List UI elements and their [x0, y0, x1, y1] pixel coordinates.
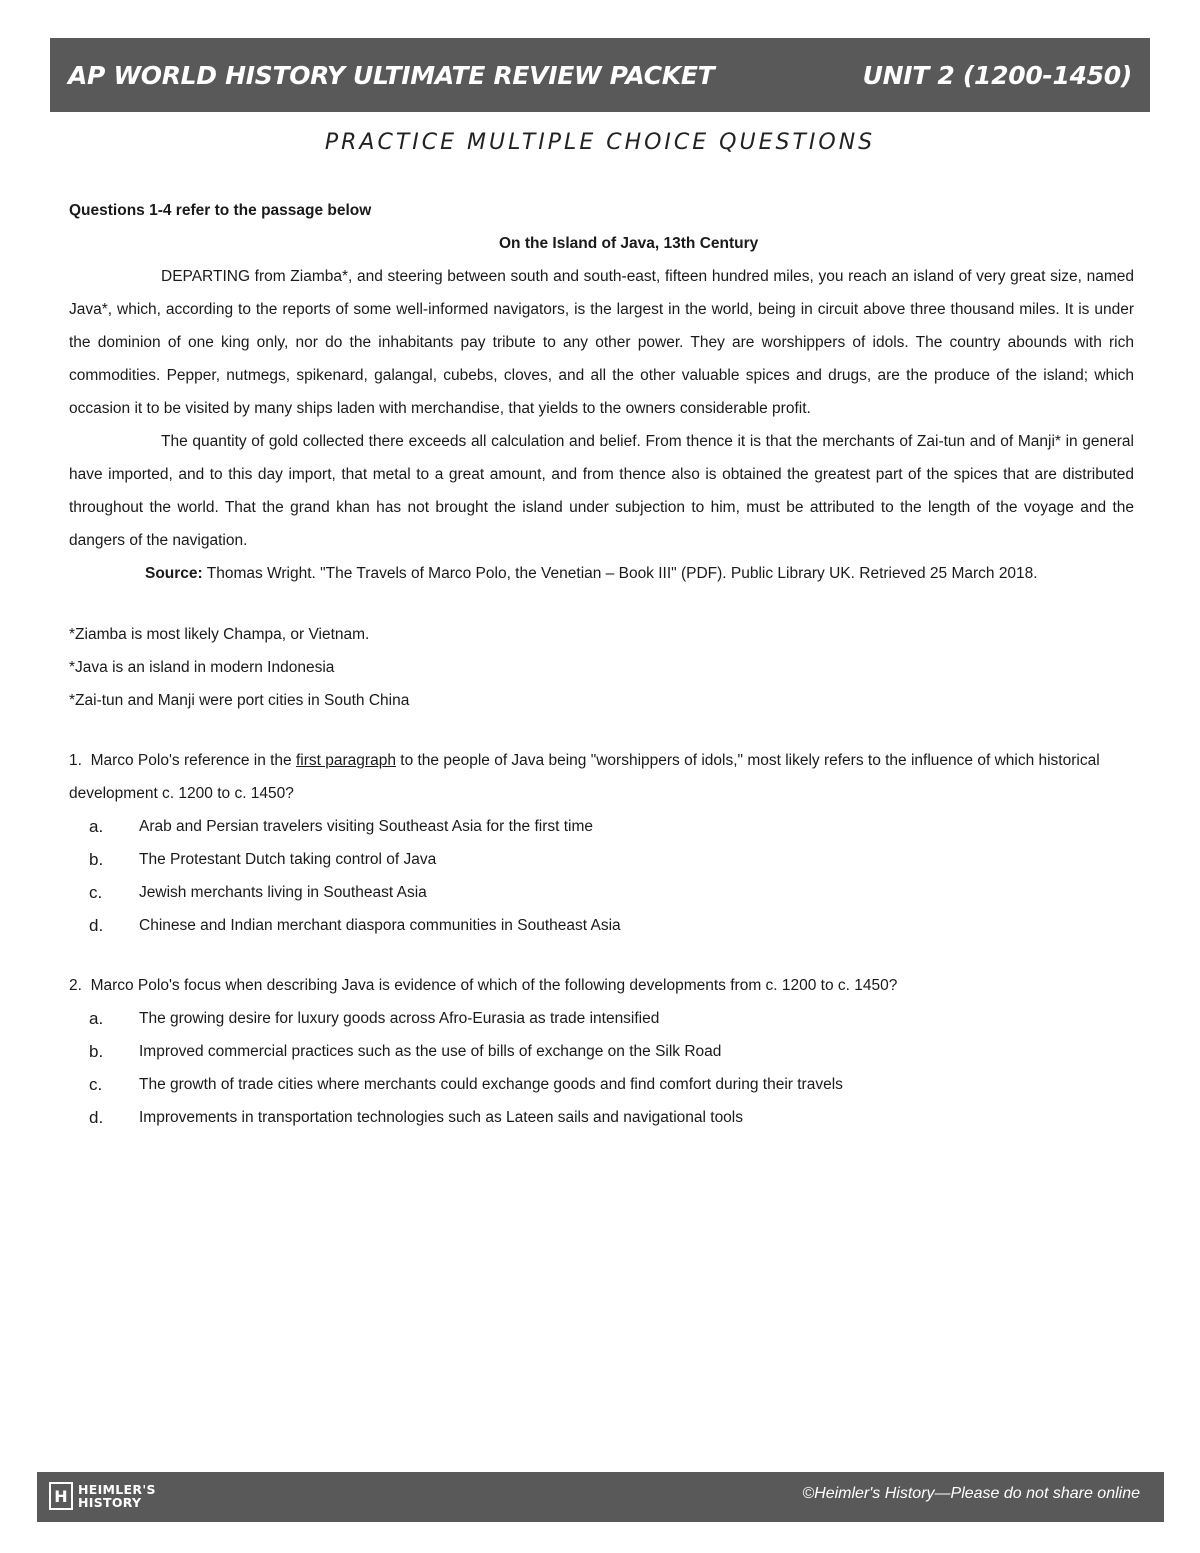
question-1-stem-underlined: first paragraph [296, 752, 396, 769]
question-1-stem [69, 744, 1134, 810]
question-2-choices [69, 1002, 1134, 1134]
content [69, 194, 1134, 1134]
footnotes [69, 618, 1134, 717]
question-1-stem-before: Marco Polo's reference in the [90, 752, 292, 769]
section-title: PRACTICE MULTIPLE CHOICE QUESTIONS [324, 130, 876, 155]
heimlers-history-logo [49, 1482, 156, 1510]
choice-text: Improvements in transportation technologies such as Lateen sails and navigational tools [139, 1109, 744, 1126]
questions-intro: Questions 1-4 refer to the passage below [69, 202, 372, 219]
choice-text: The Protestant Dutch taking control of Java [139, 851, 437, 868]
answer-choice[interactable] [69, 810, 1134, 843]
header-title: AP WORLD HISTORY ULTIMATE REVIEW PACKET [68, 60, 715, 90]
footnote: *Ziamba is most likely Champa, or Vietnam. [69, 626, 370, 643]
passage-title: On the Island of Java, 13th Century [499, 235, 759, 252]
footnote: *Zai-tun and Manji were port cities in South China [69, 692, 410, 709]
logo-line-1: HEIMLER'S [78, 1482, 156, 1497]
choice-text: Chinese and Indian merchant diaspora communities in Southeast Asia [139, 917, 621, 934]
question-number: 2. [69, 977, 82, 994]
source-text: Thomas Wright. "The Travels of Marco Polo, the Venetian – Book III" (PDF). Public Library UK. Retrieved 25 March 2018. [206, 565, 1038, 582]
question-1-stem-after: to the people of Java being "worshippers of idols," most likely refers to the influence of which historical development c. 1200 to c. 1450? [69, 752, 1100, 802]
passage-source [69, 557, 1134, 590]
choice-letter: c. [89, 1075, 103, 1094]
answer-choice[interactable] [69, 1035, 1134, 1068]
question-2-stem [69, 969, 1134, 1002]
source-label: Source: [145, 565, 203, 582]
logo-line-2: HISTORY [78, 1495, 142, 1510]
passage-paragraph-2: The quantity of gold collected there exceeds all calculation and belief. From thence it is that the merchants of Zai-tun and of Manji* in general have imported, and to this day import, that metal to a great amount, and from thence also is obtained the greatest part of the spices that are distributed throughout the world. That the grand khan has not brought the island under subjection to him, must be attributed to the length of the voyage and the dangers of the navigation. [69, 433, 1134, 549]
choice-text: Jewish merchants living in Southeast Asia [139, 884, 427, 901]
choice-letter: d. [89, 1108, 104, 1127]
choice-text: Arab and Persian travelers visiting Southeast Asia for the first time [139, 818, 594, 835]
question-1-choices [69, 810, 1134, 942]
question-1 [69, 744, 1134, 942]
answer-choice[interactable] [69, 1101, 1134, 1134]
question-2 [69, 969, 1134, 1134]
choice-letter: a. [89, 1009, 104, 1028]
choice-text: The growing desire for luxury goods across Afro-Eurasia as trade intensified [139, 1010, 660, 1027]
passage-paragraph-1: DEPARTING from Ziamba*, and steering between south and south-east, fifteen hundred miles, you reach an island of very great size, named Java*, which, according to the reports of some well-informed navigators, is the largest in the world, being in circuit above three thousand miles. It is under the dominion of one king only, nor do the inhabitants pay tribute to any other power. They are worshippers of idols. The country abounds with rich commodities. Pepper, nutmegs, spikenard, galangal, cubebs, cloves, and all the other valuable spices and drugs, are the produce of the island; which occasion it to be visited by many ships laden with merchandise, that yields to the owners considerable profit. [69, 268, 1134, 417]
question-number: 1. [69, 752, 82, 769]
answer-choice[interactable] [69, 1068, 1134, 1101]
logo-text [78, 1483, 156, 1509]
header-bar [50, 38, 1150, 112]
choice-letter: c. [89, 883, 103, 902]
footer-copyright: ©Heimler's History—Please do not share online [802, 1485, 1140, 1502]
choice-text: The growth of trade cities where merchants could exchange goods and find comfort during their travels [139, 1076, 843, 1093]
choice-text: Improved commercial practices such as the use of bills of exchange on the Silk Road [139, 1043, 722, 1060]
footer-bar [37, 1472, 1164, 1522]
logo-h-icon: H [49, 1482, 73, 1510]
answer-choice[interactable] [69, 843, 1134, 876]
header-unit: UNIT 2 (1200-1450) [862, 60, 1132, 90]
choice-letter: a. [89, 817, 104, 836]
answer-choice[interactable] [69, 876, 1134, 909]
answer-choice[interactable] [69, 909, 1134, 942]
footnote: *Java is an island in modern Indonesia [69, 659, 335, 676]
choice-letter: b. [89, 850, 104, 869]
choice-letter: b. [89, 1042, 104, 1061]
choice-letter: d. [89, 916, 104, 935]
question-2-stem-text: Marco Polo's focus when describing Java is evidence of which of the following developments from c. 1200 to c. 1450? [90, 977, 898, 994]
answer-choice[interactable] [69, 1002, 1134, 1035]
